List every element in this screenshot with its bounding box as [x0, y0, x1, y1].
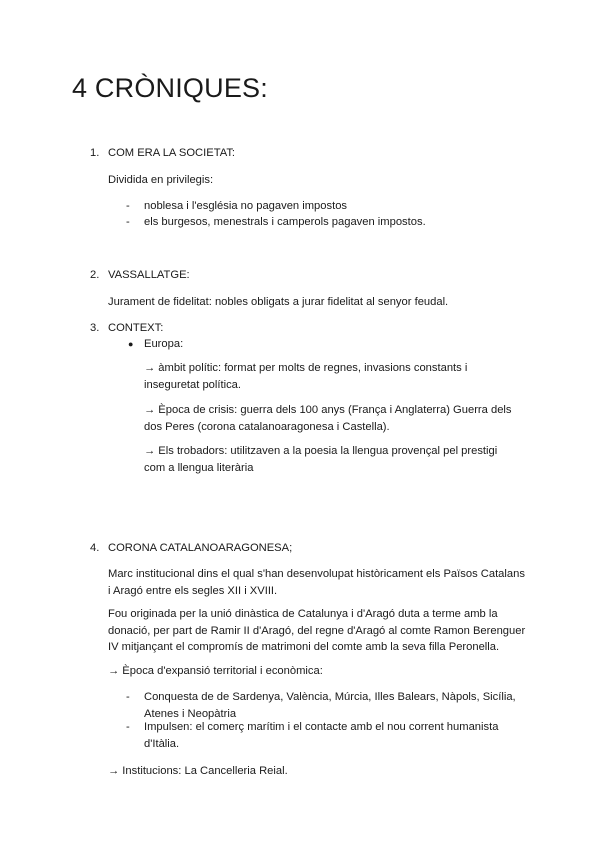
- section-3-paragraph-3: → Els trobadors: utilitzaven a la poesia la llengua provençal pel prestigi com a llengua literària: [144, 445, 498, 474]
- section-2-number: 2.: [90, 269, 100, 281]
- section-4-institutions: → Institucions: La Cancelleria Reial.: [108, 765, 288, 777]
- section-1-number: 1.: [90, 147, 100, 159]
- section-1-intro: Dividida en privilegis:: [108, 174, 214, 186]
- section-1-item-2: els burgesos, menestrals i camperols pagaven impostos.: [144, 216, 426, 228]
- page-title: 4 CRÒNIQUES:: [72, 73, 268, 103]
- bullet-marker: ●: [128, 339, 134, 349]
- dash-marker: -: [126, 691, 130, 703]
- section-3-number: 3.: [90, 322, 100, 334]
- section-3-bullet-label: Europa:: [144, 338, 184, 350]
- dash-marker: -: [126, 721, 130, 733]
- section-4-expansion: → Època d'expansió territorial i econòmica:: [108, 665, 323, 677]
- section-4-heading: CORONA CATALANOARAGONESA;: [108, 542, 293, 554]
- dash-marker: -: [126, 216, 130, 228]
- section-3-paragraph-1: → àmbit polític: format per molts de regnes, invasions constants i inseguretat política.: [144, 362, 468, 391]
- section-4-item-1: Conquesta de de Sardenya, València, Múrcia, Illes Balears, Nàpols, Sicília, Atenes i Neopàtria: [144, 691, 516, 720]
- section-1-heading: COM ERA LA SOCIETAT:: [108, 147, 236, 159]
- section-2-heading: VASSALLATGE:: [108, 269, 190, 281]
- dash-marker: -: [126, 200, 130, 212]
- section-4-number: 4.: [90, 542, 100, 554]
- section-2-text: Jurament de fidelitat: nobles obligats a jurar fidelitat al senyor feudal.: [108, 296, 449, 308]
- section-3-heading: CONTEXT:: [108, 322, 164, 334]
- section-4-item-2: Impulsen: el comerç marítim i el contacte amb el nou corrent humanista d'Itàlia.: [144, 721, 499, 750]
- section-3-paragraph-2: → Època de crisis: guerra dels 100 anys (França i Anglaterra) Guerra dels dos Peres (corona catalanoaragonesa i Castella).: [144, 404, 512, 433]
- section-1-item-1: noblesa i l'església no pagaven impostos: [144, 200, 348, 212]
- section-4-paragraph-1: Marc institucional dins el qual s'han desenvolupat històricament els Països Catalans i Aragó entre els segles XII i XVIII.: [108, 568, 525, 597]
- section-4-paragraph-2: Fou originada per la unió dinàstica de Catalunya i d'Aragó duta a terme amb la donació, per part de Ramir II d'Aragó, del regne d'Aragó al comte Ramon Berenguer IV mitjançant el compromís de matrimoni del comte amb la seva filla Peronella.: [108, 608, 526, 653]
